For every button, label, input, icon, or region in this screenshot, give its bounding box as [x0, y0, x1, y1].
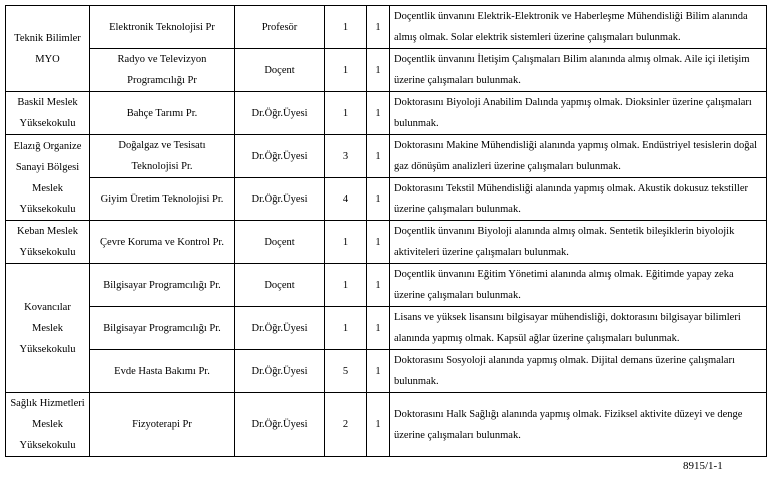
table-row	[6, 350, 767, 393]
table-row	[6, 393, 767, 457]
title-cell: Dr.Öğr.Üyesi	[235, 92, 325, 135]
document-code: 8915/1-1	[683, 460, 723, 472]
title-cell: Dr.Öğr.Üyesi	[235, 135, 325, 178]
table-row	[6, 221, 767, 264]
program-cell: Evde Hasta Bakımı Pr.	[90, 350, 235, 393]
program-cell: Doğalgaz ve Tesisatı Teknolojisi Pr.	[90, 135, 235, 178]
program-cell: Çevre Koruma ve Kontrol Pr.	[90, 221, 235, 264]
unit-cell: Baskil Meslek Yüksekokulu	[6, 92, 90, 135]
period-cell: 1	[367, 135, 390, 178]
table-row	[6, 264, 767, 307]
description-cell: Doktorasını Sosyoloji alanında yapmış olmak. Dijital demans üzerine çalışmaları bulunmak.	[390, 350, 767, 393]
unit-cell: Kovancılar Meslek Yüksekokulu	[6, 264, 90, 393]
unit-cell: Elazığ Organize Sanayi Bölgesi Meslek Yüksekokulu	[6, 135, 90, 221]
description-cell: Doçentlik ünvanını İletişim Çalışmaları Bilim alanında almış olmak. Aile içi iletişim üzerine çalışmaları bulunmak.	[390, 49, 767, 92]
count-cell: 1	[325, 307, 367, 350]
unit-cell: Teknik Bilimler MYO	[6, 6, 90, 92]
description-cell: Doçentlik ünvanını Elektrik-Elektronik ve Haberleşme Mühendisliği Bilim alanında almış olmak. Solar elektrik sistemleri üzerine çalışmaları bulunmak.	[390, 6, 767, 49]
program-cell: Bilgisayar Programcılığı Pr.	[90, 264, 235, 307]
unit-cell: Sağlık Hizmetleri Meslek Yüksekokulu	[6, 393, 90, 457]
title-cell: Dr.Öğr.Üyesi	[235, 178, 325, 221]
program-cell: Bilgisayar Programcılığı Pr.	[90, 307, 235, 350]
unit-cell: Keban Meslek Yüksekokulu	[6, 221, 90, 264]
period-cell: 1	[367, 6, 390, 49]
period-cell: 1	[367, 92, 390, 135]
positions-table	[5, 5, 767, 457]
title-cell: Profesör	[235, 6, 325, 49]
count-cell: 4	[325, 178, 367, 221]
description-cell: Doçentlik ünvanını Eğitim Yönetimi alanında almış olmak. Eğitimde yapay zeka üzerine çalışmaları bulunmak.	[390, 264, 767, 307]
description-cell: Lisans ve yüksek lisansını bilgisayar mühendisliği, doktorasını bilgisayar bilimleri alanında yapmış olmak. Kapsül ağlar üzerine çalışmaları bulunmak.	[390, 307, 767, 350]
count-cell: 5	[325, 350, 367, 393]
table-row	[6, 92, 767, 135]
title-cell: Dr.Öğr.Üyesi	[235, 350, 325, 393]
table-row	[6, 49, 767, 92]
description-cell: Doçentlik ünvanını Biyoloji alanında almış olmak. Sentetik bileşiklerin biyolojik aktiviteleri üzerine çalışmaları bulunmak.	[390, 221, 767, 264]
description-cell: Doktorasını Tekstil Mühendisliği alanında yapmış olmak. Akustik dokusuz tekstiller üzerine çalışmaları bulunmak.	[390, 178, 767, 221]
program-cell: Bahçe Tarımı Pr.	[90, 92, 235, 135]
table-row	[6, 6, 767, 49]
description-cell: Doktorasını Makine Mühendisliği alanında yapmış olmak. Endüstriyel tesislerin doğal gaz dönüşüm analizleri üzerine çalışmaları bulunmak.	[390, 135, 767, 178]
count-cell: 1	[325, 264, 367, 307]
title-cell: Doçent	[235, 221, 325, 264]
period-cell: 1	[367, 350, 390, 393]
title-cell: Dr.Öğr.Üyesi	[235, 307, 325, 350]
program-cell: Fizyoterapi Pr	[90, 393, 235, 457]
description-cell: Doktorasını Halk Sağlığı alanında yapmış olmak. Fiziksel aktivite düzeyi ve denge üzerine çalışmaları bulunmak.	[390, 393, 767, 457]
table-row	[6, 307, 767, 350]
count-cell: 2	[325, 393, 367, 457]
period-cell: 1	[367, 264, 390, 307]
table-row	[6, 178, 767, 221]
program-cell: Giyim Üretim Teknolojisi Pr.	[90, 178, 235, 221]
count-cell: 1	[325, 49, 367, 92]
count-cell: 1	[325, 221, 367, 264]
title-cell: Doçent	[235, 264, 325, 307]
period-cell: 1	[367, 307, 390, 350]
table-row	[6, 135, 767, 178]
count-cell: 1	[325, 6, 367, 49]
title-cell: Doçent	[235, 49, 325, 92]
period-cell: 1	[367, 49, 390, 92]
count-cell: 3	[325, 135, 367, 178]
period-cell: 1	[367, 221, 390, 264]
title-cell: Dr.Öğr.Üyesi	[235, 393, 325, 457]
program-cell: Radyo ve Televizyon Programcılığı Pr	[90, 49, 235, 92]
period-cell: 1	[367, 393, 390, 457]
positions-table-body	[6, 6, 767, 457]
description-cell: Doktorasını Biyoloji Anabilim Dalında yapmış olmak. Dioksinler üzerine çalışmaları bulunmak.	[390, 92, 767, 135]
period-cell: 1	[367, 178, 390, 221]
program-cell: Elektronik Teknolojisi Pr	[90, 6, 235, 49]
count-cell: 1	[325, 92, 367, 135]
